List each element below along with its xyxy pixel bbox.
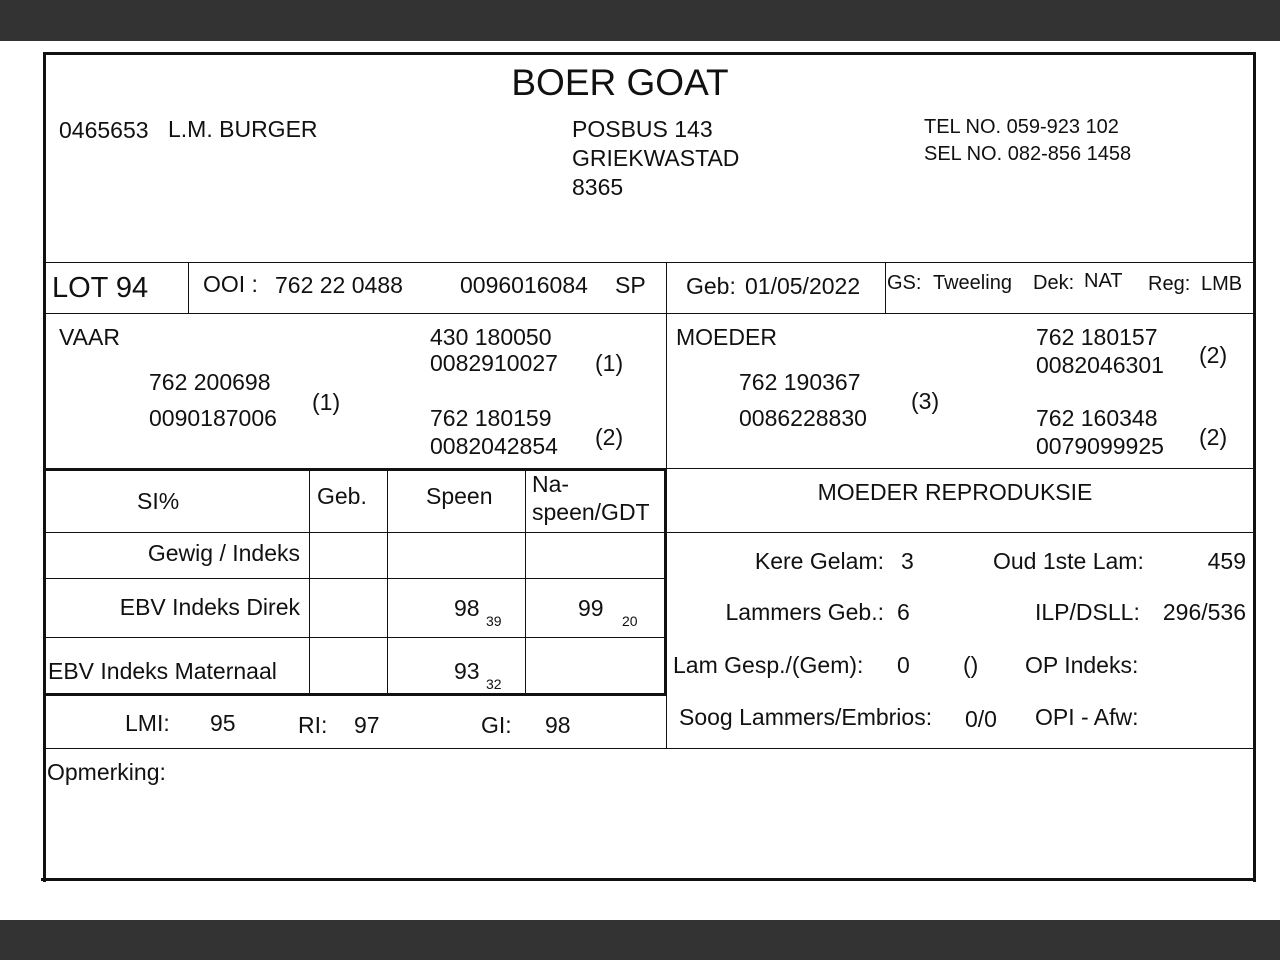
lam-gesp-label: Lam Gesp./(Gem): bbox=[673, 652, 864, 678]
ooi-number: 762 22 0488 bbox=[275, 272, 403, 298]
dam-dam-number: 762 160348 bbox=[1036, 405, 1158, 431]
dek-value: NAT bbox=[1084, 270, 1123, 292]
ebv-maternaal-speen: 93 bbox=[454, 658, 480, 684]
repro-top bbox=[666, 468, 1254, 469]
sire-dam-grade: (2) bbox=[595, 424, 624, 450]
ilp-value: 296/536 bbox=[1162, 599, 1246, 625]
col-header-geb: Geb. bbox=[317, 483, 367, 509]
ebv-direk-speen-sub: 39 bbox=[486, 613, 502, 629]
divider-h-313 bbox=[46, 313, 1254, 314]
ooi-id-number: 0096016084 bbox=[460, 272, 588, 298]
sire-dam-number: 762 180159 bbox=[430, 405, 552, 431]
row-label-ebv-maternaal: EBV Indeks Maternaal bbox=[48, 658, 277, 684]
divider-v-lot bbox=[188, 263, 189, 313]
ooi-label: OOI : bbox=[203, 271, 258, 297]
sire-id: 0090187006 bbox=[149, 405, 277, 431]
ri-label: RI: bbox=[298, 712, 328, 738]
oud-value: 459 bbox=[1207, 548, 1246, 574]
lot-number: LOT 94 bbox=[52, 272, 149, 304]
col-header-si: SI% bbox=[137, 488, 180, 514]
divider-h-263 bbox=[46, 262, 1254, 263]
lmi-value: 95 bbox=[210, 710, 236, 736]
repro-heading: MOEDER REPRODUKSIE bbox=[817, 479, 1093, 505]
oud-label: Oud 1ste Lam: bbox=[993, 548, 1144, 574]
card-title: BOER GOAT bbox=[511, 62, 729, 103]
card-border-bottom bbox=[41, 878, 1255, 881]
gi-value: 98 bbox=[545, 712, 571, 738]
repro-header-line bbox=[666, 532, 1254, 533]
perf-col-speen bbox=[387, 471, 388, 694]
sire-grade: (1) bbox=[312, 389, 341, 415]
address-line-2: GRIEKWASTAD bbox=[572, 145, 740, 171]
ilp-label: ILP/DSLL: bbox=[1035, 599, 1140, 625]
ri-value: 97 bbox=[354, 712, 380, 738]
sel-number: SEL NO. 082-856 1458 bbox=[924, 143, 1132, 165]
perf-row-line-3 bbox=[46, 637, 666, 638]
sire-number: 762 200698 bbox=[149, 369, 271, 395]
opi-afw-label: OPI - Afw: bbox=[1035, 704, 1139, 730]
sire-sire-number: 430 180050 bbox=[430, 324, 552, 350]
dam-dam-id: 0079099925 bbox=[1036, 433, 1164, 459]
dam-sire-grade: (2) bbox=[1199, 342, 1228, 368]
op-indeks-label: OP Indeks: bbox=[1025, 652, 1139, 678]
sire-dam-id: 0082042854 bbox=[430, 433, 558, 459]
dek-label: Dek: bbox=[1033, 272, 1075, 294]
ooi-suffix: SP bbox=[615, 272, 646, 298]
owner-name: L.M. BURGER bbox=[168, 116, 318, 142]
perf-row-line-2 bbox=[46, 578, 666, 579]
perf-row-line-1 bbox=[46, 532, 666, 533]
row-label-ebv-direk: EBV Indeks Direk bbox=[119, 594, 300, 620]
bottom-dark-bar bbox=[0, 920, 1280, 960]
perf-col-naspeen bbox=[525, 471, 526, 694]
dam-dam-grade: (2) bbox=[1199, 424, 1228, 450]
address-line-1: POSBUS 143 bbox=[572, 116, 713, 142]
lammers-geb-value: 6 bbox=[897, 599, 910, 625]
lam-gesp-value: 0 bbox=[897, 652, 910, 678]
col-header-naspeen-2: speen/GDT bbox=[532, 499, 650, 525]
owner-id: 0465653 bbox=[59, 117, 149, 143]
col-header-naspeen-1: Na- bbox=[532, 471, 570, 497]
perf-col-geb bbox=[309, 471, 310, 694]
gs-value: Tweeling bbox=[933, 272, 1012, 294]
gi-label: GI: bbox=[481, 712, 512, 738]
tel-number: TEL NO. 059-923 102 bbox=[924, 116, 1119, 138]
ebv-direk-naspeen-sub: 20 bbox=[622, 613, 638, 629]
row-label-gewig: Gewig / Indeks bbox=[147, 540, 300, 566]
lammers-geb-label: Lammers Geb.: bbox=[725, 599, 884, 625]
top-dark-bar bbox=[0, 0, 1280, 41]
perf-table-bottom bbox=[46, 693, 666, 696]
kere-gelam-value: 3 bbox=[901, 548, 914, 574]
card-border-left bbox=[43, 52, 46, 882]
ebv-direk-speen: 98 bbox=[454, 595, 480, 621]
dam-label: MOEDER bbox=[676, 324, 777, 350]
geb-label: Geb: bbox=[686, 273, 736, 299]
soog-label: Soog Lammers/Embrios: bbox=[679, 704, 933, 730]
reg-label: Reg: bbox=[1148, 273, 1191, 295]
lam-gesp-gem: () bbox=[963, 652, 979, 678]
divider-h-748 bbox=[46, 748, 1254, 749]
dam-number: 762 190367 bbox=[739, 369, 861, 395]
col-header-speen: Speen bbox=[426, 483, 493, 509]
sire-label: VAAR bbox=[59, 324, 120, 350]
ebv-direk-naspeen: 99 bbox=[578, 595, 604, 621]
dam-grade: (3) bbox=[911, 388, 940, 414]
sire-sire-id: 0082910027 bbox=[430, 350, 558, 376]
dam-id: 0086228830 bbox=[739, 405, 867, 431]
remarks-label: Opmerking: bbox=[47, 759, 166, 785]
reg-value: LMB bbox=[1201, 273, 1243, 295]
dam-sire-id: 0082046301 bbox=[1036, 352, 1164, 378]
gs-label: GS: bbox=[887, 272, 922, 294]
lmi-label: LMI: bbox=[125, 710, 170, 736]
dam-sire-number: 762 180157 bbox=[1036, 324, 1158, 350]
geb-date: 01/05/2022 bbox=[745, 273, 861, 299]
divider-v-gs bbox=[885, 263, 886, 313]
card-border-right bbox=[1253, 52, 1256, 882]
address-line-3: 8365 bbox=[572, 174, 624, 200]
sire-sire-grade: (1) bbox=[595, 350, 624, 376]
card-border-top bbox=[44, 52, 1256, 55]
soog-value: 0/0 bbox=[965, 706, 997, 732]
ebv-maternaal-speen-sub: 32 bbox=[486, 676, 502, 692]
perf-table-top bbox=[46, 468, 666, 471]
kere-gelam-label: Kere Gelam: bbox=[754, 548, 884, 574]
